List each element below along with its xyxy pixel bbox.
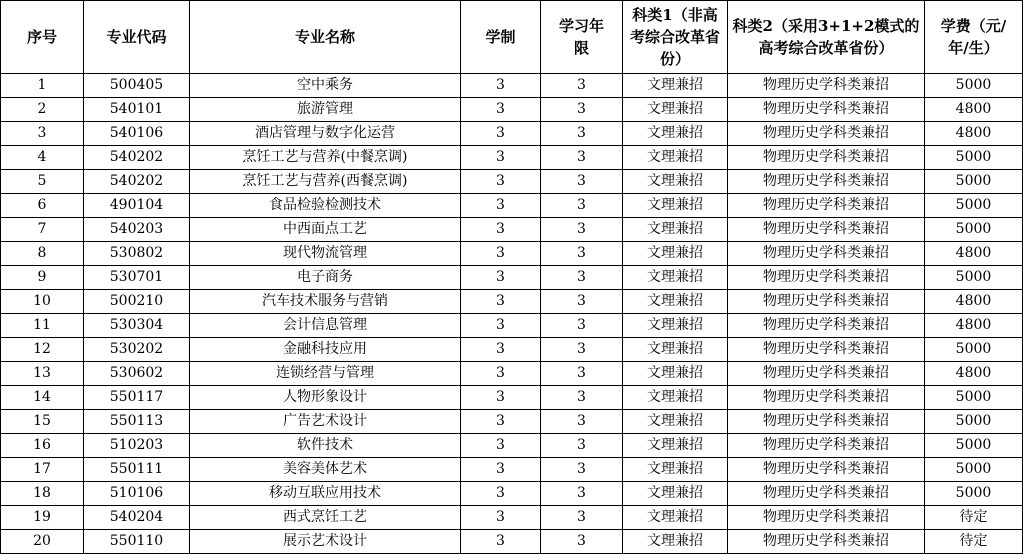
cell-fee: 5000 — [925, 74, 1023, 98]
cell-fee: 4800 — [925, 98, 1023, 122]
cell-cat1: 文理兼招 — [623, 530, 728, 554]
table-row — [1, 338, 1023, 362]
cell-seq: 6 — [1, 194, 84, 218]
cell-cat1: 文理兼招 — [623, 290, 728, 314]
cell-code: 540204 — [84, 506, 190, 530]
cell-cat1: 文理兼招 — [623, 194, 728, 218]
cell-seq: 16 — [1, 434, 84, 458]
cell-name: 现代物流管理 — [190, 242, 461, 266]
cell-fee: 5000 — [925, 410, 1023, 434]
cell-fee: 5000 — [925, 386, 1023, 410]
cell-fee: 5000 — [925, 218, 1023, 242]
cell-system: 3 — [461, 410, 541, 434]
header-seq: 序号 — [1, 1, 84, 74]
cell-system: 3 — [461, 146, 541, 170]
cell-seq: 19 — [1, 506, 84, 530]
cell-cat1: 文理兼招 — [623, 410, 728, 434]
cell-fee: 5000 — [925, 434, 1023, 458]
cell-years: 3 — [541, 218, 623, 242]
cell-system: 3 — [461, 98, 541, 122]
cell-code: 550111 — [84, 458, 190, 482]
cell-years: 3 — [541, 194, 623, 218]
header-system: 学制 — [461, 1, 541, 74]
cell-cat2: 物理历史学科类兼招 — [728, 410, 925, 434]
table-row — [1, 122, 1023, 146]
table-row — [1, 410, 1023, 434]
cell-seq: 2 — [1, 98, 84, 122]
cell-cat2: 物理历史学科类兼招 — [728, 74, 925, 98]
cell-name: 西式烹饪工艺 — [190, 506, 461, 530]
cell-system: 3 — [461, 290, 541, 314]
table-row — [1, 386, 1023, 410]
cell-years: 3 — [541, 362, 623, 386]
cell-seq: 1 — [1, 74, 84, 98]
cell-fee: 4800 — [925, 290, 1023, 314]
cell-cat2: 物理历史学科类兼招 — [728, 122, 925, 146]
table-row — [1, 434, 1023, 458]
cell-code: 530304 — [84, 314, 190, 338]
cell-fee: 待定 — [925, 506, 1023, 530]
cell-code: 540203 — [84, 218, 190, 242]
cell-code: 540106 — [84, 122, 190, 146]
cell-cat2: 物理历史学科类兼招 — [728, 218, 925, 242]
cell-cat1: 文理兼招 — [623, 362, 728, 386]
cell-cat1: 文理兼招 — [623, 386, 728, 410]
table-body — [1, 74, 1023, 554]
cell-system: 3 — [461, 242, 541, 266]
header-name: 专业名称 — [190, 1, 461, 74]
cell-name: 空中乘务 — [190, 74, 461, 98]
cell-system: 3 — [461, 266, 541, 290]
cell-system: 3 — [461, 194, 541, 218]
cell-cat2: 物理历史学科类兼招 — [728, 530, 925, 554]
cell-system: 3 — [461, 362, 541, 386]
cell-system: 3 — [461, 386, 541, 410]
table-row — [1, 530, 1023, 554]
cell-years: 3 — [541, 266, 623, 290]
cell-cat2: 物理历史学科类兼招 — [728, 338, 925, 362]
cell-years: 3 — [541, 242, 623, 266]
cell-name: 旅游管理 — [190, 98, 461, 122]
cell-system: 3 — [461, 482, 541, 506]
cell-years: 3 — [541, 458, 623, 482]
cell-code: 530701 — [84, 266, 190, 290]
cell-cat2: 物理历史学科类兼招 — [728, 458, 925, 482]
table-row — [1, 362, 1023, 386]
cell-fee: 5000 — [925, 266, 1023, 290]
table-row — [1, 506, 1023, 530]
cell-fee: 5000 — [925, 458, 1023, 482]
cell-years: 3 — [541, 290, 623, 314]
header-code: 专业代码 — [84, 1, 190, 74]
cell-cat2: 物理历史学科类兼招 — [728, 506, 925, 530]
cell-code: 510203 — [84, 434, 190, 458]
cell-cat1: 文理兼招 — [623, 218, 728, 242]
cell-cat1: 文理兼招 — [623, 146, 728, 170]
table-row — [1, 266, 1023, 290]
cell-system: 3 — [461, 218, 541, 242]
cell-system: 3 — [461, 170, 541, 194]
cell-cat1: 文理兼招 — [623, 338, 728, 362]
cell-years: 3 — [541, 506, 623, 530]
table-row — [1, 98, 1023, 122]
cell-cat1: 文理兼招 — [623, 242, 728, 266]
table-row — [1, 458, 1023, 482]
cell-cat2: 物理历史学科类兼招 — [728, 314, 925, 338]
cell-years: 3 — [541, 434, 623, 458]
cell-seq: 8 — [1, 242, 84, 266]
cell-seq: 3 — [1, 122, 84, 146]
cell-cat1: 文理兼招 — [623, 74, 728, 98]
cell-code: 540101 — [84, 98, 190, 122]
cell-code: 550117 — [84, 386, 190, 410]
cell-fee: 5000 — [925, 194, 1023, 218]
cell-cat1: 文理兼招 — [623, 122, 728, 146]
cell-seq: 11 — [1, 314, 84, 338]
cell-cat1: 文理兼招 — [623, 98, 728, 122]
header-cat2: 科类2（采用3+1+2模式的高考综合改革省份） — [728, 1, 925, 74]
cell-cat2: 物理历史学科类兼招 — [728, 146, 925, 170]
table-row — [1, 74, 1023, 98]
cell-fee: 5000 — [925, 146, 1023, 170]
cell-name: 中西面点工艺 — [190, 218, 461, 242]
cell-seq: 4 — [1, 146, 84, 170]
cell-code: 510106 — [84, 482, 190, 506]
header-row — [1, 1, 1023, 74]
cell-years: 3 — [541, 98, 623, 122]
cell-seq: 9 — [1, 266, 84, 290]
cell-cat2: 物理历史学科类兼招 — [728, 434, 925, 458]
cell-cat1: 文理兼招 — [623, 266, 728, 290]
cell-seq: 7 — [1, 218, 84, 242]
cell-years: 3 — [541, 482, 623, 506]
cell-seq: 12 — [1, 338, 84, 362]
cell-fee: 5000 — [925, 482, 1023, 506]
cell-system: 3 — [461, 434, 541, 458]
cell-cat1: 文理兼招 — [623, 482, 728, 506]
cell-system: 3 — [461, 338, 541, 362]
cell-fee: 4800 — [925, 362, 1023, 386]
cell-code: 550110 — [84, 530, 190, 554]
table-row — [1, 170, 1023, 194]
cell-code: 540202 — [84, 170, 190, 194]
cell-name: 酒店管理与数字化运营 — [190, 122, 461, 146]
cell-system: 3 — [461, 458, 541, 482]
cell-code: 530202 — [84, 338, 190, 362]
table-row — [1, 314, 1023, 338]
cell-system: 3 — [461, 122, 541, 146]
cell-name: 软件技术 — [190, 434, 461, 458]
cell-cat2: 物理历史学科类兼招 — [728, 482, 925, 506]
cell-cat2: 物理历史学科类兼招 — [728, 362, 925, 386]
cell-system: 3 — [461, 74, 541, 98]
cell-code: 530802 — [84, 242, 190, 266]
cell-name: 汽车技术服务与营销 — [190, 290, 461, 314]
cell-cat2: 物理历史学科类兼招 — [728, 386, 925, 410]
cell-name: 移动互联应用技术 — [190, 482, 461, 506]
cell-fee: 4800 — [925, 242, 1023, 266]
cell-cat2: 物理历史学科类兼招 — [728, 242, 925, 266]
cell-seq: 18 — [1, 482, 84, 506]
cell-cat1: 文理兼招 — [623, 170, 728, 194]
cell-cat2: 物理历史学科类兼招 — [728, 98, 925, 122]
cell-seq: 20 — [1, 530, 84, 554]
table-row — [1, 218, 1023, 242]
cell-seq: 10 — [1, 290, 84, 314]
cell-cat1: 文理兼招 — [623, 506, 728, 530]
header-years: 学习年限 — [541, 1, 623, 74]
table-row — [1, 242, 1023, 266]
cell-system: 3 — [461, 314, 541, 338]
cell-name: 会计信息管理 — [190, 314, 461, 338]
cell-fee: 5000 — [925, 338, 1023, 362]
cell-fee: 4800 — [925, 314, 1023, 338]
cell-name: 金融科技应用 — [190, 338, 461, 362]
cell-name: 美容美体艺术 — [190, 458, 461, 482]
cell-code: 490104 — [84, 194, 190, 218]
cell-years: 3 — [541, 170, 623, 194]
cell-cat2: 物理历史学科类兼招 — [728, 170, 925, 194]
cell-name: 烹饪工艺与营养(西餐烹调) — [190, 170, 461, 194]
cell-system: 3 — [461, 530, 541, 554]
cell-years: 3 — [541, 410, 623, 434]
header-fee: 学费（元/年/生） — [925, 1, 1023, 74]
table-row — [1, 482, 1023, 506]
cell-seq: 13 — [1, 362, 84, 386]
header-cat1: 科类1（非高考综合改革省份） — [623, 1, 728, 74]
cell-fee: 待定 — [925, 530, 1023, 554]
cell-code: 550113 — [84, 410, 190, 434]
cell-name: 食品检验检测技术 — [190, 194, 461, 218]
cell-fee: 5000 — [925, 170, 1023, 194]
cell-years: 3 — [541, 338, 623, 362]
cell-years: 3 — [541, 146, 623, 170]
cell-cat2: 物理历史学科类兼招 — [728, 290, 925, 314]
cell-cat2: 物理历史学科类兼招 — [728, 266, 925, 290]
cell-cat1: 文理兼招 — [623, 458, 728, 482]
cell-fee: 4800 — [925, 122, 1023, 146]
cell-years: 3 — [541, 74, 623, 98]
cell-years: 3 — [541, 122, 623, 146]
cell-cat1: 文理兼招 — [623, 434, 728, 458]
table-row — [1, 194, 1023, 218]
cell-name: 广告艺术设计 — [190, 410, 461, 434]
cell-name: 展示艺术设计 — [190, 530, 461, 554]
cell-years: 3 — [541, 530, 623, 554]
cell-code: 500210 — [84, 290, 190, 314]
cell-seq: 17 — [1, 458, 84, 482]
cell-name: 连锁经营与管理 — [190, 362, 461, 386]
cell-cat2: 物理历史学科类兼招 — [728, 194, 925, 218]
cell-code: 540202 — [84, 146, 190, 170]
cell-seq: 15 — [1, 410, 84, 434]
cell-seq: 14 — [1, 386, 84, 410]
cell-code: 500405 — [84, 74, 190, 98]
cell-years: 3 — [541, 386, 623, 410]
table-row — [1, 290, 1023, 314]
table-row — [1, 146, 1023, 170]
cell-name: 烹饪工艺与营养(中餐烹调) — [190, 146, 461, 170]
cell-seq: 5 — [1, 170, 84, 194]
cell-cat1: 文理兼招 — [623, 314, 728, 338]
cell-code: 530602 — [84, 362, 190, 386]
cell-name: 人物形象设计 — [190, 386, 461, 410]
cell-years: 3 — [541, 314, 623, 338]
cell-name: 电子商务 — [190, 266, 461, 290]
cell-system: 3 — [461, 506, 541, 530]
